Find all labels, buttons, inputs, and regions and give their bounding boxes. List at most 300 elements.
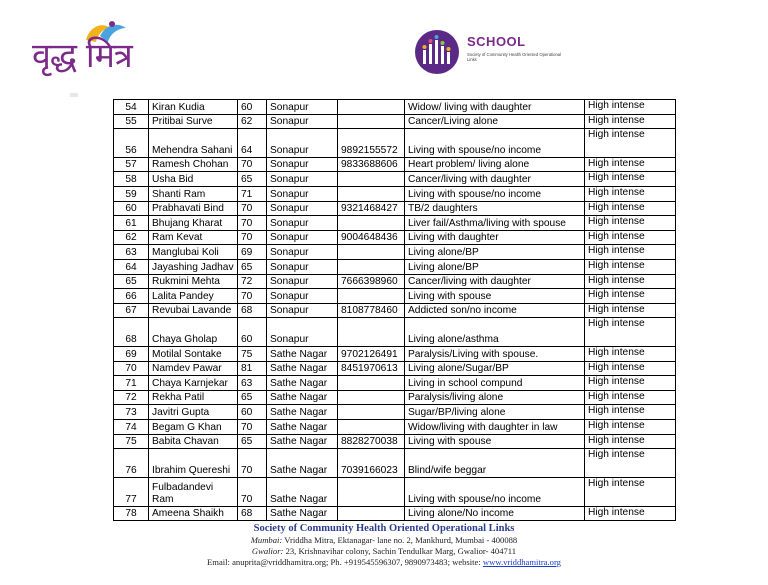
area-name-cell — [267, 230, 338, 245]
intensity-level: High intense — [588, 420, 645, 432]
table-row — [114, 274, 676, 289]
condition-cell — [405, 100, 585, 115]
person-age: 70 — [241, 232, 253, 244]
area-name-cell — [267, 289, 338, 304]
person-age: 70 — [241, 464, 253, 476]
phone-number: 9004648436 — [341, 232, 398, 244]
condition-cell — [405, 449, 585, 478]
table-row — [114, 376, 676, 391]
table-row — [114, 201, 676, 216]
person-name: Revubai Lavande — [152, 305, 232, 317]
intensity-level-cell — [585, 129, 676, 158]
area-name: Sathe Nagar — [270, 407, 328, 419]
intensity-level-cell — [585, 289, 676, 304]
intensity-level: High intense — [588, 260, 645, 272]
phone-number: 8108778460 — [341, 305, 398, 317]
intensity-level: High intense — [588, 230, 645, 242]
intensity-level-cell — [585, 201, 676, 216]
intensity-level-cell — [585, 434, 676, 449]
area-name-cell — [267, 420, 338, 435]
person-name: Pritibai Surve — [152, 116, 213, 128]
area-name-cell — [267, 216, 338, 231]
phone-number-cell — [338, 230, 405, 245]
intensity-level-cell — [585, 376, 676, 391]
area-name: Sonapur — [270, 261, 309, 273]
area-name-cell — [267, 318, 338, 347]
condition: Living with spouse — [408, 436, 492, 448]
intensity-level-cell — [585, 230, 676, 245]
phone-number-cell — [338, 405, 405, 420]
table-row — [114, 245, 676, 260]
phone-number-cell — [338, 114, 405, 129]
person-name: Lalita Pandey — [152, 290, 214, 302]
person-name: Mehendra Sahani — [152, 144, 233, 156]
condition: Cancer/living with daughter — [408, 174, 531, 186]
condition: Liver fail/Asthma/living with spouse — [408, 217, 566, 229]
person-name-cell — [149, 100, 238, 115]
intensity-level-cell — [585, 260, 676, 275]
area-name: Sonapur — [270, 247, 309, 259]
footer-contact — [0, 557, 768, 568]
intensity-level-cell — [585, 405, 676, 420]
intensity-level: High intense — [588, 477, 645, 489]
condition-cell — [405, 201, 585, 216]
row-number-cell — [114, 157, 149, 172]
condition-cell — [405, 303, 585, 318]
intensity-level: High intense — [588, 506, 645, 518]
phone-number-cell — [338, 245, 405, 260]
person-name: Usha Bid — [152, 174, 194, 186]
table-row — [114, 289, 676, 304]
footer-gwalior-address — [0, 546, 768, 557]
area-name-cell — [267, 274, 338, 289]
condition: Paralysis/Living with spouse. — [408, 348, 539, 360]
person-age-cell — [238, 318, 267, 347]
website-link[interactable]: www.vriddhamitra.org — [482, 557, 561, 567]
phone-number: 8828270038 — [341, 436, 398, 448]
condition-cell — [405, 216, 585, 231]
person-name: Shanti Ram — [152, 188, 206, 200]
table-row — [114, 260, 676, 275]
person-name-cell — [149, 434, 238, 449]
condition: Living in school compund — [408, 377, 523, 389]
intensity-level-cell — [585, 506, 676, 521]
condition: Living with daughter — [408, 232, 499, 244]
row-number: 66 — [125, 290, 137, 302]
area-name-cell — [267, 245, 338, 260]
area-name-cell — [267, 376, 338, 391]
person-name: Rukmini Mehta — [152, 276, 220, 288]
person-name: Namdev Pawar — [152, 363, 222, 375]
footer-org-name: Society of Community Health Oriented Operational Links — [253, 523, 515, 534]
person-age: 70 — [241, 493, 253, 505]
person-name-cell — [149, 157, 238, 172]
area-name: Sonapur — [270, 276, 309, 288]
row-number-cell — [114, 216, 149, 231]
table-row — [114, 347, 676, 362]
area-name-cell — [267, 201, 338, 216]
person-age: 70 — [241, 290, 253, 302]
phone-number-cell — [338, 390, 405, 405]
person-age-cell — [238, 114, 267, 129]
area-name: Sonapur — [270, 334, 309, 346]
phone-number-cell — [338, 506, 405, 521]
area-name-cell — [267, 361, 338, 376]
area-name: Sonapur — [270, 174, 309, 186]
row-number-cell — [114, 129, 149, 158]
intensity-level: High intense — [588, 289, 645, 301]
condition-cell — [405, 172, 585, 187]
condition-cell — [405, 187, 585, 202]
row-number-cell — [114, 303, 149, 318]
intensity-level: High intense — [588, 361, 645, 373]
table-row — [114, 449, 676, 478]
intensity-level-cell — [585, 420, 676, 435]
phone-number-cell — [338, 434, 405, 449]
intensity-level: High intense — [588, 376, 645, 388]
person-age: 60 — [241, 334, 253, 346]
area-name-cell — [267, 100, 338, 115]
condition: Living alone/No income — [408, 508, 514, 520]
person-age-cell — [238, 172, 267, 187]
row-number-cell — [114, 100, 149, 115]
person-name-cell — [149, 245, 238, 260]
phone-number: 8451970613 — [341, 363, 398, 375]
area-name-cell — [267, 303, 338, 318]
area-name-cell — [267, 172, 338, 187]
phone-number-cell — [338, 477, 405, 506]
person-age: 70 — [241, 217, 253, 229]
person-age-cell — [238, 376, 267, 391]
row-number-cell — [114, 376, 149, 391]
row-number-cell — [114, 434, 149, 449]
row-number-cell — [114, 114, 149, 129]
intensity-level: High intense — [588, 434, 645, 446]
table-row — [114, 405, 676, 420]
intensity-level: High intense — [588, 390, 645, 402]
person-age: 81 — [241, 363, 253, 375]
person-age: 72 — [241, 276, 253, 288]
intensity-level: High intense — [588, 405, 645, 417]
condition: Heart problem/ living alone — [408, 159, 530, 171]
person-age: 60 — [241, 101, 253, 113]
area-name: Sathe Nagar — [270, 348, 328, 360]
phone-number: 9702126491 — [341, 348, 398, 360]
person-name: Ameena Shaikh — [152, 508, 224, 520]
condition-cell — [405, 477, 585, 506]
area-name: Sathe Nagar — [270, 493, 328, 505]
area-name: Sonapur — [270, 217, 309, 229]
footer — [0, 522, 768, 568]
person-age-cell — [238, 274, 267, 289]
person-age-cell — [238, 289, 267, 304]
intensity-level-cell — [585, 449, 676, 478]
intensity-level: High intense — [588, 449, 645, 461]
person-name: Babita Chavan — [152, 436, 219, 448]
row-number-cell — [114, 187, 149, 202]
table-row — [114, 100, 676, 115]
area-name: Sonapur — [270, 290, 309, 302]
row-number: 76 — [125, 464, 137, 476]
table-row — [114, 390, 676, 405]
area-name: Sonapur — [270, 305, 309, 317]
condition: Living with spouse/no income — [408, 493, 542, 505]
row-number-cell — [114, 449, 149, 478]
row-number-cell — [114, 405, 149, 420]
condition-cell — [405, 245, 585, 260]
table-row — [114, 303, 676, 318]
person-age: 65 — [241, 174, 253, 186]
row-number: 78 — [125, 508, 137, 520]
area-name-cell — [267, 477, 338, 506]
intensity-level: High intense — [588, 347, 645, 359]
condition: Living alone/Sugar/BP — [408, 363, 509, 375]
area-name: Sathe Nagar — [270, 464, 328, 476]
area-name: Sonapur — [270, 116, 309, 128]
condition-cell — [405, 434, 585, 449]
intensity-level: High intense — [588, 100, 645, 111]
condition: Living alone/BP — [408, 247, 479, 259]
area-name-cell — [267, 157, 338, 172]
person-name-cell — [149, 230, 238, 245]
phone-number-cell — [338, 420, 405, 435]
area-name: Sathe Nagar — [270, 436, 328, 448]
row-number: 61 — [125, 217, 137, 229]
phone-number-cell — [338, 187, 405, 202]
row-number: 59 — [125, 188, 137, 200]
person-age-cell — [238, 506, 267, 521]
person-name-cell — [149, 201, 238, 216]
intensity-level: High intense — [588, 201, 645, 213]
intensity-level-cell — [585, 114, 676, 129]
row-number: 72 — [125, 392, 137, 404]
condition-cell — [405, 260, 585, 275]
condition-cell — [405, 230, 585, 245]
intensity-level-cell — [585, 274, 676, 289]
condition-cell — [405, 157, 585, 172]
area-name-cell — [267, 347, 338, 362]
phone-number-cell — [338, 157, 405, 172]
person-age: 75 — [241, 348, 253, 360]
intensity-level: High intense — [588, 318, 645, 330]
row-number-cell — [114, 245, 149, 260]
table-row — [114, 216, 676, 231]
person-name-cell — [149, 477, 238, 506]
condition: Widow/living with daughter in law — [408, 421, 558, 433]
condition: Living alone/BP — [408, 261, 479, 273]
person-name-cell — [149, 420, 238, 435]
person-name: Bhujang Kharat — [152, 217, 223, 229]
table-row — [114, 420, 676, 435]
person-name-cell — [149, 449, 238, 478]
row-number-cell — [114, 289, 149, 304]
intensity-level-cell — [585, 361, 676, 376]
person-age-cell — [238, 477, 267, 506]
person-name-cell — [149, 114, 238, 129]
person-name: Fulbadandevi Ram — [152, 481, 214, 505]
phone-number-cell — [338, 449, 405, 478]
person-name-cell — [149, 361, 238, 376]
person-name: Jayashing Jadhav — [152, 261, 234, 273]
scan-mark — [70, 93, 78, 97]
table-row — [114, 230, 676, 245]
row-number: 54 — [125, 101, 137, 113]
person-age-cell — [238, 361, 267, 376]
phone-number-cell — [338, 274, 405, 289]
condition: Cancer/living with daughter — [408, 276, 531, 288]
row-number: 67 — [125, 305, 137, 317]
school-logo — [413, 30, 573, 74]
person-age: 70 — [241, 203, 253, 215]
intensity-level: High intense — [588, 157, 645, 169]
intensity-level: High intense — [588, 303, 645, 315]
person-name: Begam G Khan — [152, 421, 222, 433]
phone-number-cell — [338, 289, 405, 304]
phone-number: 9321468427 — [341, 203, 398, 215]
condition: Blind/wife beggar — [408, 464, 487, 476]
person-age-cell — [238, 420, 267, 435]
person-name-cell — [149, 172, 238, 187]
area-name: Sonapur — [270, 101, 309, 113]
condition-cell — [405, 420, 585, 435]
intensity-level: High intense — [588, 172, 645, 184]
person-age-cell — [238, 449, 267, 478]
person-age: 65 — [241, 261, 253, 273]
row-number: 65 — [125, 276, 137, 288]
person-name: Javitri Gupta — [152, 407, 210, 419]
intensity-level-cell — [585, 187, 676, 202]
person-age: 62 — [241, 116, 253, 128]
intensity-level: High intense — [588, 129, 645, 141]
footer-mumbai-address — [0, 535, 768, 546]
person-age-cell — [238, 230, 267, 245]
row-number-cell — [114, 390, 149, 405]
row-number-cell — [114, 361, 149, 376]
person-name-cell — [149, 289, 238, 304]
person-age-cell — [238, 434, 267, 449]
area-name: Sathe Nagar — [270, 421, 328, 433]
person-age: 69 — [241, 247, 253, 259]
person-age-cell — [238, 201, 267, 216]
person-name-cell — [149, 187, 238, 202]
table-row — [114, 172, 676, 187]
row-number: 57 — [125, 159, 137, 171]
person-name: Chaya Karnjekar — [152, 377, 228, 389]
condition-cell — [405, 114, 585, 129]
person-age-cell — [238, 216, 267, 231]
person-name-cell — [149, 390, 238, 405]
phone-number-cell — [338, 100, 405, 115]
person-name: Manglubai Koli — [152, 247, 219, 259]
mumbai-address: Vriddha Mitra, Ektanagar- lane no. 2, Mankhurd, Mumbai - 400088 — [282, 535, 518, 545]
person-name-cell — [149, 405, 238, 420]
row-number: 55 — [125, 116, 137, 128]
row-number-cell — [114, 318, 149, 347]
phone-number: 7666398960 — [341, 276, 398, 288]
phone-number-cell — [338, 216, 405, 231]
intensity-level: High intense — [588, 216, 645, 228]
row-number-cell — [114, 230, 149, 245]
area-name: Sathe Nagar — [270, 363, 328, 375]
area-name: Sathe Nagar — [270, 508, 328, 520]
person-name-cell — [149, 303, 238, 318]
person-name-cell — [149, 216, 238, 231]
intensity-level: High intense — [588, 274, 645, 286]
condition: Paralysis/living alone — [408, 392, 504, 404]
row-number: 58 — [125, 174, 137, 186]
row-number: 74 — [125, 421, 137, 433]
condition: Living with spouse/no income — [408, 144, 542, 156]
table-row — [114, 434, 676, 449]
area-name-cell — [267, 129, 338, 158]
person-name-cell — [149, 274, 238, 289]
row-number: 68 — [125, 334, 137, 346]
phone-number: 9892155572 — [341, 144, 398, 156]
table-row — [114, 187, 676, 202]
table-row — [114, 129, 676, 158]
person-age: 60 — [241, 407, 253, 419]
area-name-cell — [267, 506, 338, 521]
row-number-cell — [114, 477, 149, 506]
phone-number-cell — [338, 201, 405, 216]
area-name-cell — [267, 260, 338, 275]
contact-text: Email: anuprita@vriddhamitra.org; Ph. +919545596307, 9890973483; website: — [207, 557, 483, 567]
person-name-cell — [149, 506, 238, 521]
person-age: 68 — [241, 508, 253, 520]
intensity-level-cell — [585, 390, 676, 405]
table-row — [114, 361, 676, 376]
row-number: 70 — [125, 363, 137, 375]
phone-number-cell — [338, 376, 405, 391]
row-number: 75 — [125, 436, 137, 448]
row-number-cell — [114, 274, 149, 289]
phone-number-cell — [338, 129, 405, 158]
intensity-level-cell — [585, 477, 676, 506]
condition: Widow/ living with daughter — [408, 101, 532, 113]
intensity-level-cell — [585, 157, 676, 172]
area-name: Sathe Nagar — [270, 392, 328, 404]
school-logo-icon — [413, 30, 461, 74]
condition: Cancer/Living alone — [408, 116, 499, 128]
person-age: 71 — [241, 188, 253, 200]
intensity-level-cell — [585, 172, 676, 187]
area-name: Sonapur — [270, 203, 309, 215]
condition-cell — [405, 390, 585, 405]
person-name: Prabhavati Bind — [152, 203, 224, 215]
row-number: 60 — [125, 203, 137, 215]
person-age: 70 — [241, 421, 253, 433]
person-age: 70 — [241, 159, 253, 171]
area-name-cell — [267, 187, 338, 202]
person-age-cell — [238, 260, 267, 275]
intensity-level-cell — [585, 303, 676, 318]
phone-number-cell — [338, 318, 405, 347]
person-name: Ram Kevat — [152, 232, 203, 244]
person-age: 68 — [241, 305, 253, 317]
person-name-cell — [149, 318, 238, 347]
row-number: 63 — [125, 247, 137, 259]
row-number: 71 — [125, 377, 137, 389]
area-name-cell — [267, 405, 338, 420]
school-logo-name: SCHOOL — [467, 34, 526, 49]
table-row — [114, 114, 676, 129]
condition-cell — [405, 289, 585, 304]
person-name: Chaya Gholap — [152, 334, 218, 346]
row-number: 64 — [125, 261, 137, 273]
area-name-cell — [267, 449, 338, 478]
row-number: 77 — [125, 493, 137, 505]
table-row — [114, 318, 676, 347]
